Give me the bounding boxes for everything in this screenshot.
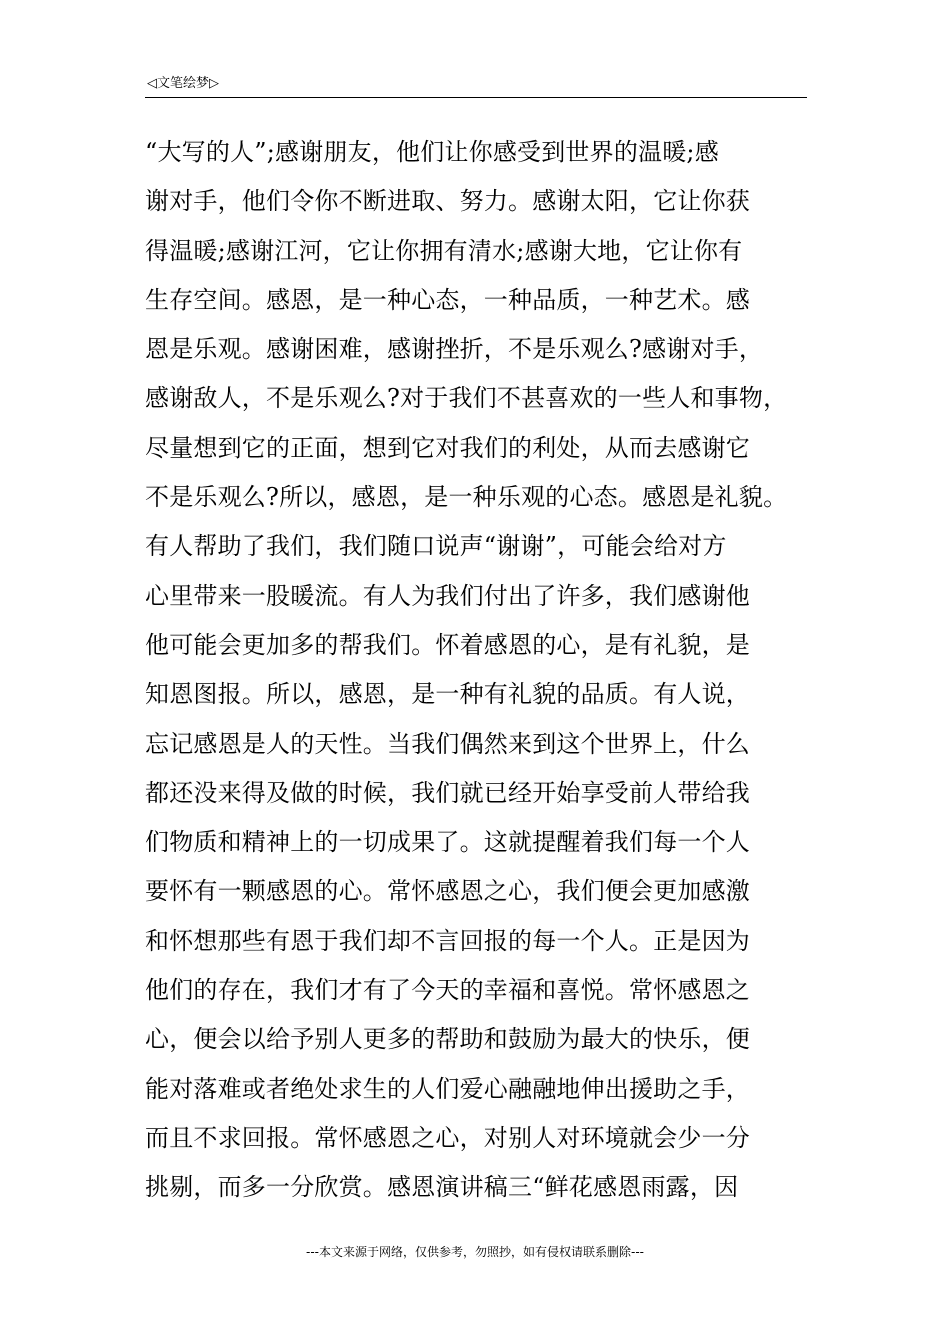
text-line: 忘记感恩是人的天性。当我们偶然来到这个世界上，什么 xyxy=(145,729,750,758)
text-line: 们物质和精神上的一切成果了。这就提醒着我们每一个人 xyxy=(145,828,750,857)
text-line: 得温暖;感谢江河，它让你拥有清水;感谢大地，它让你有 xyxy=(145,236,743,265)
text-line: 挑剔，而多一分欣赏。感恩演讲稿三“鲜花感恩雨露，因 xyxy=(145,1173,739,1202)
header-divider xyxy=(145,97,807,98)
text-line: 有人帮助了我们，我们随口说声“谢谢”，可能会给对方 xyxy=(145,532,727,561)
text-line: 恩是乐观。感谢困难，感谢挫折，不是乐观么?感谢对手， xyxy=(145,335,764,364)
text-line: 他可能会更加多的帮我们。怀着感恩的心，是有礼貌，是 xyxy=(145,630,750,659)
text-line: 知恩图报。所以，感恩，是一种有礼貌的品质。有人说， xyxy=(145,680,750,709)
text-line: 都还没来得及做的时候，我们就已经开始享受前人带给我 xyxy=(145,778,750,807)
text-line: 尽量想到它的正面，想到它对我们的利处，从而去感谢它 xyxy=(145,433,750,462)
footer-disclaimer: ---本文来源于网络，仅供参考，勿照抄，如有侵权请联系删除--- xyxy=(306,1245,644,1259)
text-line: 生存空间。感恩，是一种心态，一种品质，一种艺术。感 xyxy=(145,285,750,314)
text-line: 不是乐观么?所以，感恩，是一种乐观的心态。感恩是礼貌。 xyxy=(145,483,788,512)
text-line: 而且不求回报。常怀感恩之心，对别人对环境就会少一分 xyxy=(145,1123,750,1152)
text-line: 要怀有一颗感恩的心。常怀感恩之心，我们便会更加感激 xyxy=(145,877,750,906)
text-line: 心里带来一股暖流。有人为我们付出了许多，我们感谢他 xyxy=(145,581,750,610)
text-line: 能对落难或者绝处求生的人们爱心融融地伸出援助之手， xyxy=(145,1074,750,1103)
text-line: 和怀想那些有恩于我们却不言回报的每一个人。正是因为 xyxy=(145,926,750,955)
text-line: “大写的人”;感谢朋友，他们让你感受到世界的温暖;感 xyxy=(145,138,719,166)
header-title: ◁文笔绘梦▷ xyxy=(147,76,219,91)
document-body xyxy=(145,128,835,1213)
text-line: 感谢敌人，不是乐观么?对于我们不甚喜欢的一些人和事物， xyxy=(145,384,788,413)
text-line: 谢对手，他们令你不断进取、努力。感谢太阳，它让你获 xyxy=(145,187,750,216)
text-line: 他们的存在，我们才有了今天的幸福和喜悦。常怀感恩之 xyxy=(145,976,750,1005)
text-line: 心，便会以给予别人更多的帮助和鼓励为最大的快乐，便 xyxy=(145,1025,750,1054)
